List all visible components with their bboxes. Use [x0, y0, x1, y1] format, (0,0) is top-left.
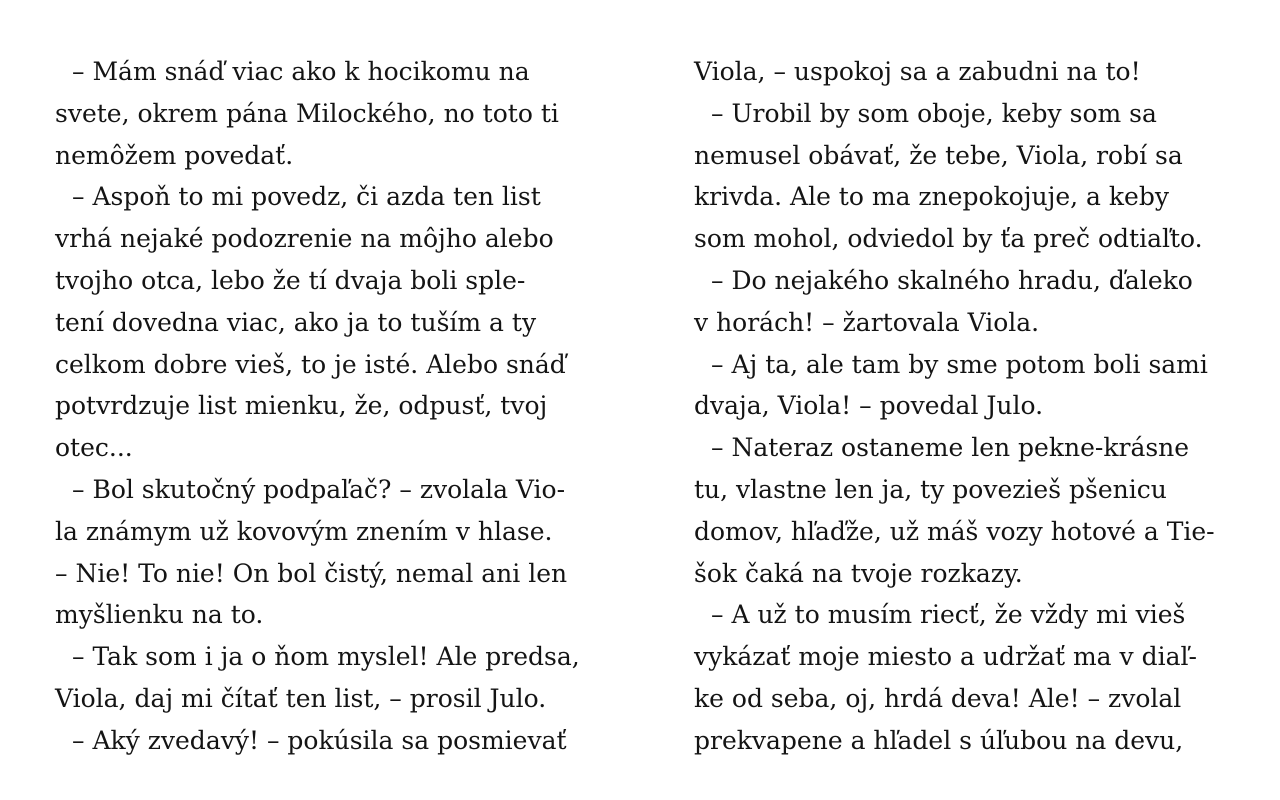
text-line: – A už to musím riecť, že vždy mi vieš	[711, 600, 1186, 630]
text-line: vykázať moje miesto a udržať ma v diaľ-	[694, 642, 1197, 672]
text-line: tu, vlastne len ja, ty povezieš pšenicu	[694, 474, 1167, 504]
text-line: – Nateraz ostaneme len pekne-krásne	[711, 433, 1190, 463]
text-line: – Bol skutočný podpaľač? – zvolala Vio-	[72, 474, 566, 504]
text-line: – Nie! To nie! On bol čistý, nemal ani len	[55, 558, 568, 588]
text-line: – Tak som i ja o ňom myslel! Ale predsa,	[72, 642, 580, 672]
text-line: dvaja, Viola! – povedal Julo.	[694, 391, 1044, 421]
text-line: domov, hľaďže, už máš vozy hotové a Tie-	[694, 516, 1215, 546]
text-line: šok čaká na tvoje rozkazy.	[694, 558, 1023, 588]
text-line: – Aký zvedavý! – pokúsila sa posmievať	[72, 725, 567, 755]
text-line: – Do nejakého skalného hradu, ďaleko	[711, 265, 1193, 295]
text-line: Viola, daj mi čítať ten list, – prosil Julo.	[55, 683, 547, 713]
text-line: – Urobil by som oboje, keby som sa	[711, 98, 1157, 128]
text-line: nemusel obávať, že tebe, Viola, robí sa	[694, 140, 1183, 170]
right-page-text	[694, 51, 1254, 762]
text-line: ke od seba, oj, hrdá deva! Ale! – zvolal	[694, 683, 1182, 713]
text-line: – Aj ta, ale tam by sme potom boli sami	[711, 349, 1208, 379]
left-page-text	[55, 51, 615, 762]
text-line: – Aspoň to mi povedz, či azda ten list	[72, 182, 541, 212]
text-line: krivda. Ale to ma znepokojuje, a keby	[694, 182, 1169, 212]
text-line: la známym už kovovým znením v hlase.	[55, 516, 553, 546]
text-line: vrhá nejaké podozrenie na môjho alebo	[55, 224, 554, 254]
text-line: svete, okrem pána Milockého, no toto ti	[55, 98, 559, 128]
text-line: – Mám snáď viac ako k hocikomu na	[72, 57, 530, 86]
text-line: myšlienku na to.	[55, 600, 264, 630]
text-line: otec...	[55, 433, 133, 463]
text-line: Viola, – uspokoj sa a zabudni na to!	[694, 57, 1141, 86]
text-line: v horách! – žartovala Viola.	[694, 307, 1040, 337]
text-line: prekvapene a hľadel s úľubou na devu,	[694, 725, 1184, 755]
text-line: nemôžem povedať.	[55, 140, 294, 170]
text-line: tvojho otca, lebo že tí dvaja boli sple-	[55, 265, 526, 295]
text-line: som mohol, odviedol by ťa preč odtiaľto.	[694, 224, 1203, 254]
text-line: tení dovedna viac, ako ja to tuším a ty	[55, 307, 537, 337]
text-line: celkom dobre vieš, to je isté. Alebo snáď	[55, 349, 566, 379]
text-line: potvrdzuje list mienku, že, odpusť, tvoj	[55, 391, 548, 421]
